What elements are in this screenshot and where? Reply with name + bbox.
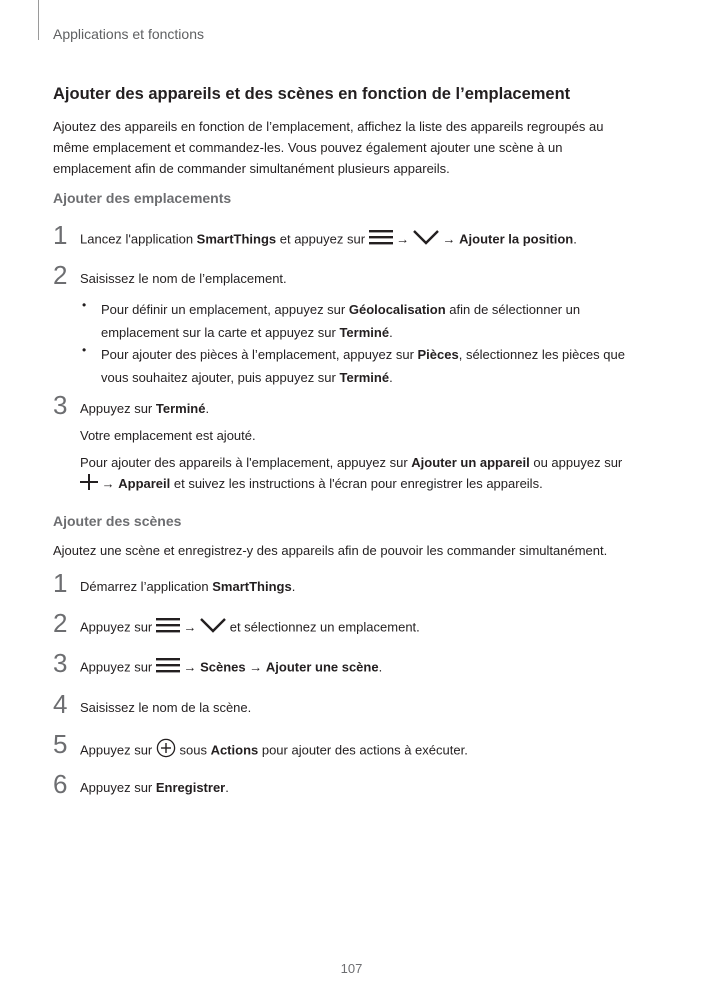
header-title: Applications et fonctions xyxy=(53,26,204,42)
menu-icon xyxy=(156,617,180,639)
step-number: 1 xyxy=(53,220,68,250)
page-number: 107 xyxy=(340,961,363,976)
menu-icon xyxy=(156,657,180,679)
step-number: 3 xyxy=(53,390,68,420)
add-device-note: Pour ajouter des appareils à l'emplacement, appuyez sur Ajouter un appareil ou appuyez sur → Appareil et suivez les instructions à l'écran pour enregistrer les appareils. xyxy=(80,452,660,496)
step-text: Appuyez sur sous Actions pour ajouter des actions à exécuter. xyxy=(80,738,468,764)
section-title: Ajouter des appareils et des scènes en fonction de l’emplacement xyxy=(53,85,571,103)
step-text: Démarrez l’application SmartThings. xyxy=(80,579,296,594)
subheading-scenes: Ajouter des scènes xyxy=(53,513,182,529)
subheading-locations: Ajouter des emplacements xyxy=(53,190,232,206)
step-number: 5 xyxy=(53,729,68,759)
step-text: Saisissez le nom de l’emplacement. xyxy=(80,271,287,286)
step-number: 2 xyxy=(53,608,68,638)
scenes-intro: Ajoutez une scène et enregistrez-y des appareils afin de pouvoir les commander simultanément. xyxy=(53,543,608,558)
add-circle-icon xyxy=(156,738,176,764)
step-text: Appuyez sur Enregistrer. xyxy=(80,780,229,795)
step-text: Saisissez le nom de la scène. xyxy=(80,700,252,715)
chevron-down-icon xyxy=(200,617,226,639)
header-divider xyxy=(38,0,39,40)
step-text: Appuyez sur Terminé. xyxy=(80,401,210,416)
step-text: Lancez l'application SmartThings et appuyez sur → → Ajouter la position. xyxy=(80,229,577,251)
bullet-dot: • xyxy=(82,298,87,312)
step-number: 4 xyxy=(53,689,68,719)
step-number: 2 xyxy=(53,260,68,290)
step-text: Appuyez sur → Scènes → Ajouter une scène. xyxy=(80,657,382,679)
menu-icon xyxy=(369,229,393,251)
location-added-note: Votre emplacement est ajouté. xyxy=(80,428,256,443)
chevron-down-icon xyxy=(413,229,439,251)
step-number: 1 xyxy=(53,568,68,598)
step-number: 6 xyxy=(53,769,68,799)
bullet-text: Pour ajouter des pièces à l’emplacement, appuyez sur Pièces, sélectionnez les pièces que vous souhaitez ajouter, puis appuyez sur Terminé. xyxy=(101,347,625,385)
step-text: Appuyez sur → et sélectionnez un emplacement. xyxy=(80,617,420,639)
section-intro: Ajoutez des appareils en fonction de l’emplacement, affichez la liste des appareils regroupés au même emplacement et commandez-les. Vous pouvez également ajouter une scène à un emplacement afin de commander simultanément plusieurs appareils. xyxy=(53,119,604,176)
bullet-text: Pour définir un emplacement, appuyez sur Géolocalisation afin de sélectionner un emplacement sur la carte et appuyez sur Terminé. xyxy=(101,302,581,340)
step-number: 3 xyxy=(53,648,68,678)
plus-icon xyxy=(80,474,98,496)
bullet-dot: • xyxy=(82,343,87,357)
